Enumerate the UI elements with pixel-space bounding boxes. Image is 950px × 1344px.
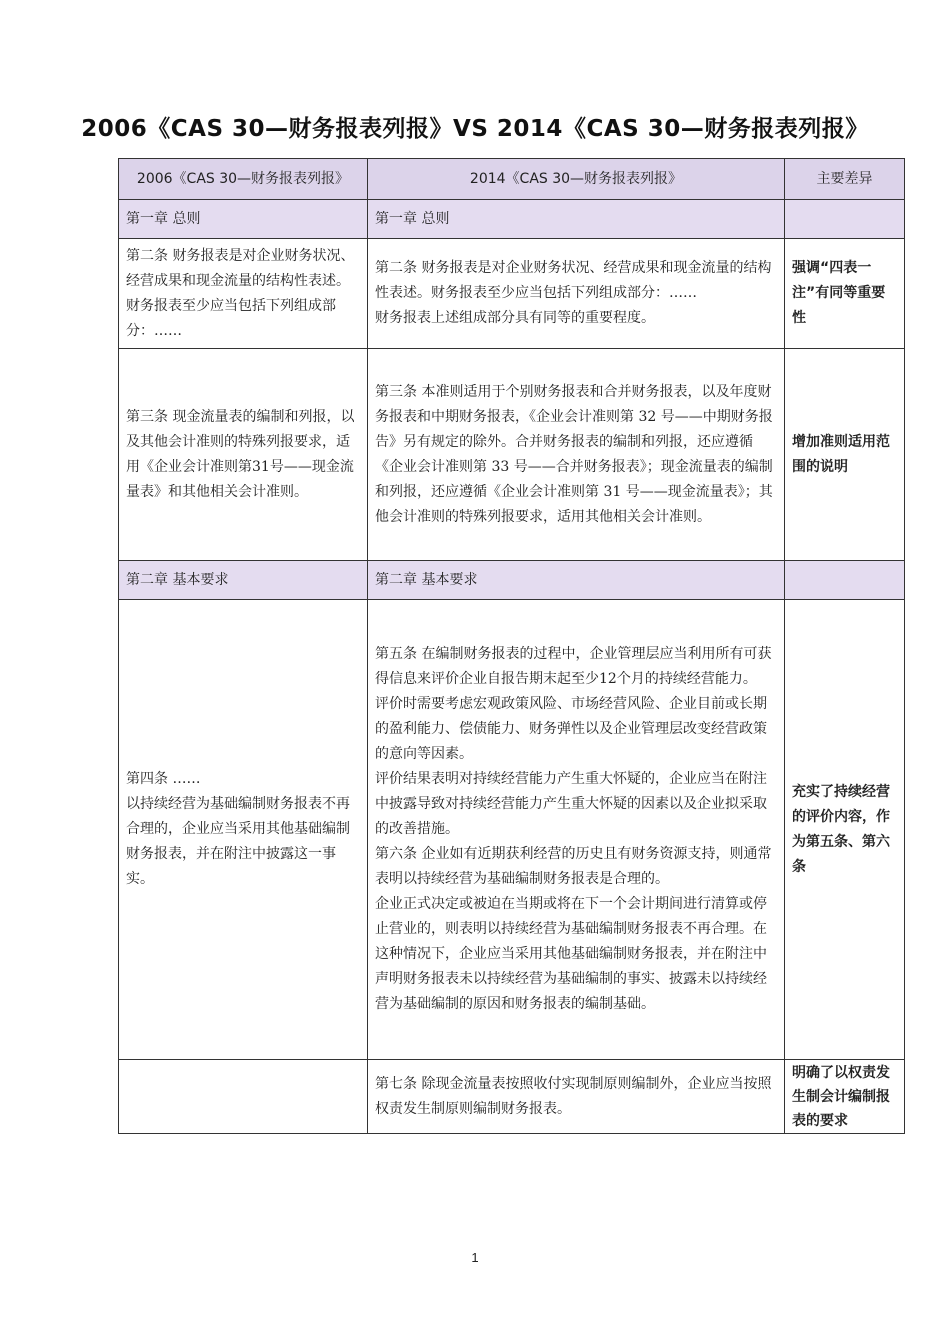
old-article-cell: 第三条 现金流量表的编制和列报，以及其他会计准则的特殊列报要求，适用《企业会计准则第31号——现金流量表》和其他相关会计准则。 — [119, 349, 368, 561]
new-article-paragraph: 企业正式决定或被迫在当期或将在下一个会计期间进行清算或停止营业的，则表明以持续经营为基础编制财务报表不再合理。在这种情况下，企业应当采用其他基础编制财务报表，并在附注中声明财务报表未以持续经营为基础编制的事实、披露未以持续经营为基础编制的原因和财务报表的编制基础。 — [375, 896, 767, 1012]
header-2006: 2006《CAS 30—财务报表列报》 — [119, 159, 368, 200]
new-article-paragraph: 评价时需要考虑宏观政策风险、市场经营风险、企业目前或长期的盈利能力、偿债能力、财务弹性以及企业管理层改变经营政策的意向等因素。 — [375, 696, 767, 762]
new-article-cell — [368, 600, 785, 1060]
table-header-row — [119, 159, 905, 200]
diff-cell: 明确了以权责发生制会计编制报表的要求 — [785, 1060, 905, 1134]
table-row — [119, 1060, 905, 1134]
diff-cell — [785, 561, 905, 600]
new-article-paragraph: 第七条 除现金流量表按照收付实现制原则编制外，企业应当按照权责发生制原则编制财务报表。 — [375, 1075, 772, 1117]
old-article-cell: 第二条 财务报表是对企业财务状况、经营成果和现金流量的结构性表述。财务报表至少应当包括下列组成部分：…… — [119, 239, 368, 349]
table-row — [119, 349, 905, 561]
chapter-row — [119, 200, 905, 239]
diff-cell: 增加准则适用范围的说明 — [785, 349, 905, 561]
old-chapter-cell: 第二章 基本要求 — [119, 561, 368, 600]
header-differences: 主要差异 — [785, 159, 905, 200]
new-article-paragraph: 第五条 在编制财务报表的过程中，企业管理层应当利用所有可获得信息来评价企业自报告期末起至少12个月的持续经营能力。 — [375, 646, 772, 687]
old-article-cell: 第四条 …… 以持续经营为基础编制财务报表不再合理的，企业应当采用其他基础编制财务报表，并在附注中披露这一事实。 — [119, 600, 368, 1060]
table-row — [119, 239, 905, 349]
new-article-paragraph: 第六条 企业如有近期获利经营的历史且有财务资源支持，则通常表明以持续经营为基础编制财务报表是合理的。 — [375, 846, 772, 887]
old-article-cell — [119, 1060, 368, 1134]
new-article-paragraph: 第三条 本准则适用于个别财务报表和合并财务报表，以及年度财务报表和中期财务报表，《企业会计准则第 32 号——中期财务报告》另有规定的除外。合并财务报表的编制和列报，还应遵循《企业会计准则第 33 号——合并财务报表》；现金流量表的编制和列报，还应遵循《企业会计准则第 31 号——现金流量表》；其他会计准则的特殊列报要求，适用其他相关会计准则。 — [375, 383, 773, 525]
new-article-cell — [368, 1060, 785, 1134]
new-chapter-cell: 第一章 总则 — [368, 200, 785, 239]
diff-cell: 强调“四表一注”有同等重要性 — [785, 239, 905, 349]
new-article-cell — [368, 349, 785, 561]
table-row — [119, 600, 905, 1060]
new-chapter-cell: 第二章 基本要求 — [368, 561, 785, 600]
page-number: 1 — [471, 1250, 479, 1265]
page-title: 2006《CAS 30—财务报表列报》VS 2014《CAS 30—财务报表列报》 — [81, 116, 869, 142]
comparison-table — [118, 158, 905, 1134]
old-chapter-cell: 第一章 总则 — [119, 200, 368, 239]
new-article-paragraph: 财务报表上述组成部分具有同等的重要程度。 — [375, 310, 655, 326]
new-article-paragraph: 评价结果表明对持续经营能力产生重大怀疑的，企业应当在附注中披露导致对持续经营能力产生重大怀疑的因素以及企业拟采取的改善措施。 — [375, 771, 767, 837]
diff-cell: 充实了持续经营的评价内容，作为第五条、第六条 — [785, 600, 905, 1060]
diff-cell — [785, 200, 905, 239]
new-article-paragraph: 第二条 财务报表是对企业财务状况、经营成果和现金流量的结构性表述。财务报表至少应当包括下列组成部分：…… — [375, 260, 772, 301]
new-article-cell — [368, 239, 785, 349]
chapter-row — [119, 561, 905, 600]
header-2014: 2014《CAS 30—财务报表列报》 — [368, 159, 785, 200]
